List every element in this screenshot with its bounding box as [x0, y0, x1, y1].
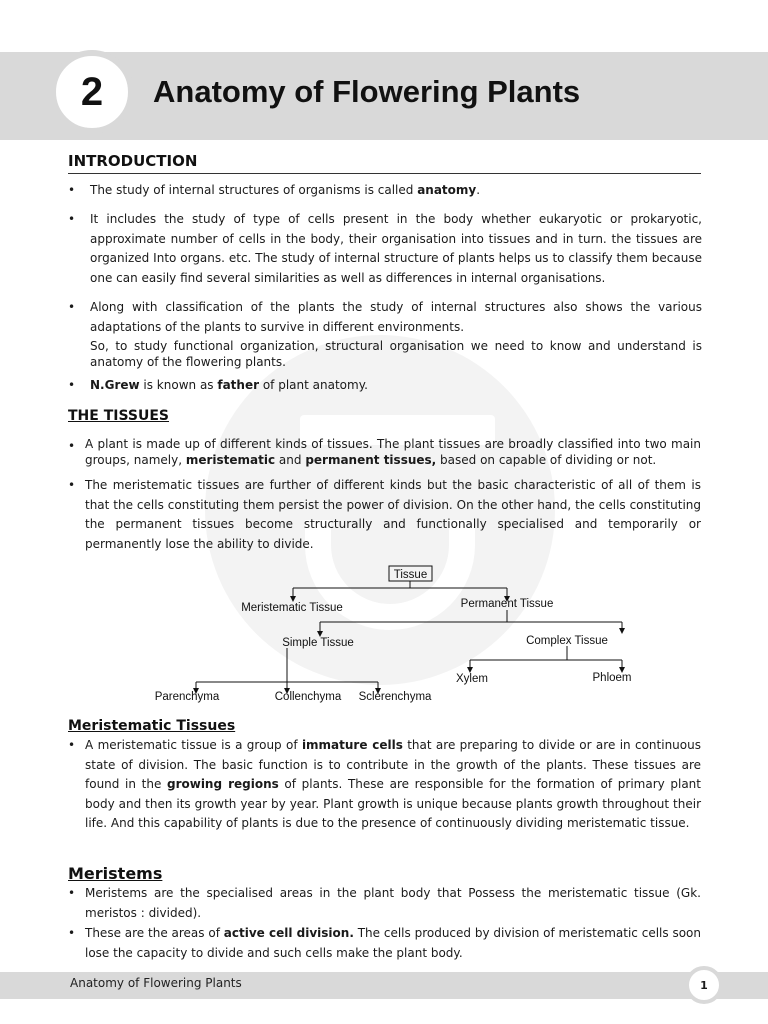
bullet-marker: •	[68, 183, 76, 197]
meristematic-tissues-heading: Meristematic Tissues	[68, 718, 236, 734]
intro-bullet-3: Along with classification of the plants the study of internal structures also shows the various adaptations of the plants to survive in different environments.	[90, 300, 702, 334]
page-number-badge	[685, 966, 723, 1004]
bullet-marker: •	[68, 212, 76, 226]
chapter-number: 2	[80, 69, 104, 114]
diagram-complex-label: Complex Tissue	[526, 635, 608, 647]
intro-bullet-3-continuation: So, to study functional organization, structural organisation we need to know and understand is anatomy of the flowering plants.	[90, 339, 702, 369]
bullet-marker: •	[68, 439, 76, 453]
page-number: 1	[700, 978, 708, 992]
intro-bullet-1: The study of internal structures of organisms is called anatomy.	[90, 183, 481, 197]
diagram-root-label: Tissue	[393, 569, 428, 581]
intro-bullet-2: It includes the study of type of cells present in the body whether eukaryotic or prokaryotic, approximate number of cells in the body, their organisation into tissues and in turn. the tissues are organized Into organs. etc. The study of internal structure of plants helps us to classify them because one can easily find several similarities as well as differences in internal organisations.	[90, 212, 702, 285]
tissue-classification-diagram	[0, 560, 768, 710]
diagram-phloem-label: Phloem	[592, 672, 632, 684]
footer-title: Anatomy of Flowering Plants	[70, 976, 242, 990]
diagram-collenchyma-label: Collenchyma	[274, 691, 342, 703]
diagram-meristematic-label: Meristematic Tissue	[241, 602, 343, 614]
tissues-heading: THE TISSUES	[68, 408, 170, 424]
heading-rule	[68, 173, 701, 174]
bullet-marker: •	[68, 478, 76, 492]
meristems-bullet-1: Meristems are the specialised areas in the plant body that Possess the meristematic tissue (Gk. meristos : divided).	[85, 886, 701, 920]
bullet-marker: •	[68, 738, 76, 752]
diagram-parenchyma-label: Parenchyma	[154, 691, 220, 703]
meristematic-tissues-bullet-1: A meristematic tissue is a group of immature cells that are preparing to divide or are in continuous state of division. The basic function is to contribute in the growth of the plants. These tissues are found in the growing regions of plants. These are responsible for the formation of primary plant body and then its growth year by year. Plant growth is unique because plants growth throughout their life. And this capability of plants is due to the presence of continuously dividing meristematic tissue.	[85, 738, 701, 830]
chapter-title: Anatomy of Flowering Plants	[153, 74, 581, 109]
tissues-bullet-2: The meristematic tissues are further of different kinds but the basic characteristic of all of them is that the cells constituting them persist the power of division. On the other hand, the cells constituting the permanent tissues become structurally and functionally specialised and temporarily or permanently lose the ability to divide.	[85, 478, 701, 551]
meristems-bullet-2: These are the areas of active cell division. The cells produced by division of meristematic cells soon lose the capacity to divide and such cells make the plant body.	[85, 926, 701, 960]
bullet-marker: •	[68, 300, 76, 314]
intro-bullet-4: N.Grew is known as father of plant anatomy.	[90, 378, 368, 392]
chapter-number-badge	[50, 50, 134, 134]
bullet-marker: •	[68, 886, 76, 900]
meristems-heading: Meristems	[68, 864, 163, 883]
bullet-marker: •	[68, 378, 76, 392]
introduction-heading: INTRODUCTION	[68, 152, 198, 170]
diagram-xylem-label: Xylem	[456, 673, 488, 685]
diagram-sclerenchyma-label: Sclerenchyma	[358, 691, 432, 703]
bullet-marker: •	[68, 926, 76, 940]
diagram-simple-label: Simple Tissue	[282, 637, 354, 649]
tissues-bullet-1: A plant is made up of different kinds of tissues. The plant tissues are broadly classified into two main groups, namely, meristematic and permanent tissues, based on capable of dividing or not.	[85, 437, 701, 467]
diagram-permanent-label: Permanent Tissue	[460, 598, 554, 610]
